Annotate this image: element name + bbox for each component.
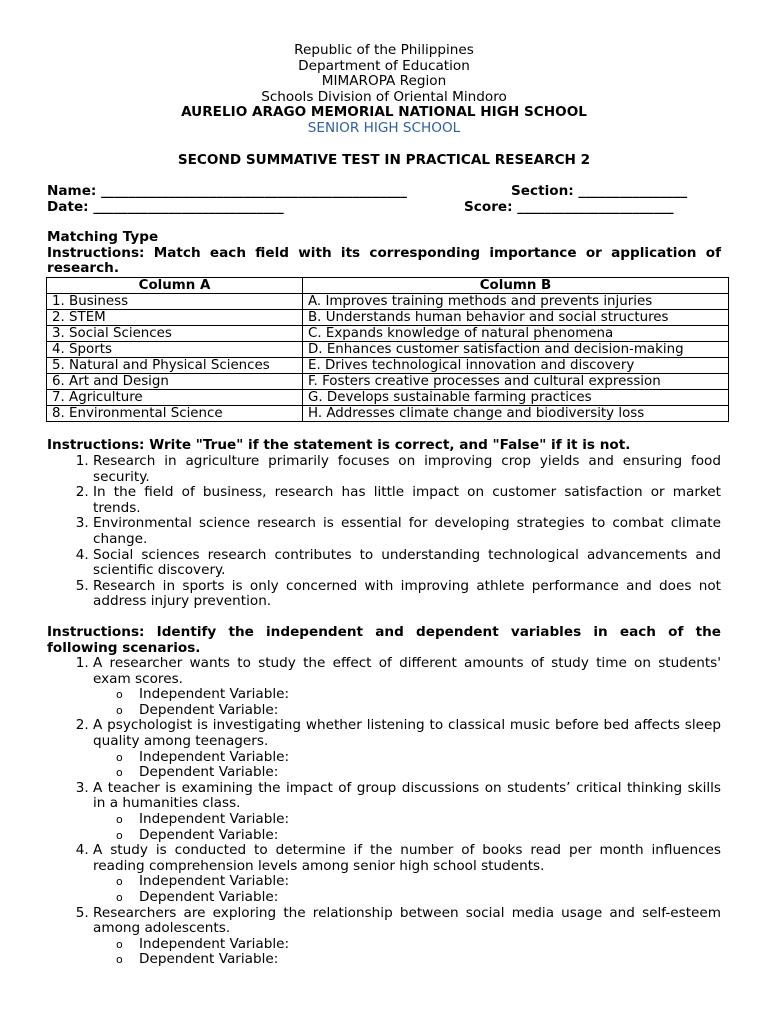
matching-instructions: Instructions: Match each field with its corresponding importance or application of research. bbox=[47, 244, 721, 277]
table-row bbox=[47, 342, 729, 358]
circle-bullet-icon: o bbox=[116, 953, 123, 967]
variable-label: Dependent Variable: bbox=[139, 888, 279, 905]
scenario-text: Researchers are exploring the relationship between social media usage and self-esteem among adolescents. bbox=[93, 904, 721, 937]
column-a-cell: 2. STEM bbox=[47, 310, 303, 326]
independent-variable-field[interactable] bbox=[116, 874, 721, 890]
scenario-text: A psychologist is investigating whether listening to classical music before bed affects sleep quality among teenagers. bbox=[93, 717, 721, 749]
variable-label: Dependent Variable: bbox=[139, 826, 279, 843]
column-b-cell: H. Addresses climate change and biodiversity loss bbox=[303, 406, 729, 422]
column-a-cell: 5. Natural and Physical Sciences bbox=[47, 358, 303, 374]
independent-variable-field[interactable] bbox=[116, 750, 721, 766]
circle-bullet-icon: o bbox=[116, 688, 123, 702]
scenario-item bbox=[93, 718, 721, 780]
variable-answer-list bbox=[93, 687, 721, 718]
variable-label: Independent Variable: bbox=[139, 810, 290, 827]
variable-answer-list bbox=[93, 874, 721, 905]
column-a-cell: 1. Business bbox=[47, 294, 303, 310]
circle-bullet-icon: o bbox=[116, 766, 123, 780]
section-field[interactable]: Section: ________________ bbox=[511, 183, 688, 199]
header-department: Department of Education bbox=[298, 57, 470, 74]
dependent-variable-field[interactable] bbox=[116, 952, 721, 968]
circle-bullet-icon: o bbox=[116, 703, 123, 717]
score-field[interactable]: Score: _______________________ bbox=[464, 199, 674, 215]
list-item: 2. In the field of business, research has little impact on customer satisfaction or market trends. bbox=[93, 485, 721, 516]
column-b-cell: E. Drives technological innovation and discovery bbox=[303, 358, 729, 374]
variable-label: Independent Variable: bbox=[139, 873, 290, 890]
table-row bbox=[47, 406, 729, 422]
date-field[interactable]: Date: ____________________________ bbox=[47, 199, 284, 215]
column-a-cell: 7. Agriculture bbox=[47, 390, 303, 406]
column-b-cell: F. Fosters creative processes and cultural expression bbox=[303, 374, 729, 390]
dependent-variable-field[interactable] bbox=[116, 890, 721, 906]
header-division: Schools Division of Oriental Mindoro bbox=[261, 88, 507, 105]
list-item: 4. Social sciences research contributes to understanding technological advancements and scientific discovery. bbox=[93, 548, 721, 579]
column-b-header: Column B bbox=[303, 278, 729, 294]
header-region: MIMAROPA Region bbox=[321, 73, 447, 90]
scenario-item bbox=[93, 843, 721, 905]
circle-bullet-icon: o bbox=[116, 937, 123, 951]
column-b-cell: G. Develops sustainable farming practices bbox=[303, 390, 729, 406]
test-title: SECOND SUMMATIVE TEST IN PRACTICAL RESEARCH 2 bbox=[177, 152, 591, 168]
independent-variable-field[interactable] bbox=[116, 687, 721, 703]
variable-label: Independent Variable: bbox=[139, 748, 290, 765]
matching-section-heading bbox=[47, 230, 721, 277]
true-false-list bbox=[47, 454, 721, 610]
variables-list bbox=[47, 656, 721, 968]
circle-bullet-icon: o bbox=[116, 890, 123, 904]
dependent-variable-field[interactable] bbox=[116, 765, 721, 781]
variable-label: Dependent Variable: bbox=[139, 951, 279, 968]
circle-bullet-icon: o bbox=[116, 812, 123, 826]
variable-answer-list bbox=[93, 750, 721, 781]
independent-variable-field[interactable] bbox=[116, 937, 721, 953]
table-header-row bbox=[47, 278, 729, 294]
column-a-cell: 4. Sports bbox=[47, 342, 303, 358]
matching-type-label: Matching Type bbox=[47, 229, 159, 245]
variable-label: Dependent Variable: bbox=[139, 764, 279, 781]
variable-answer-list bbox=[93, 812, 721, 843]
name-field[interactable]: Name: _____________________________________________ bbox=[47, 183, 407, 199]
matching-table-body bbox=[47, 294, 729, 422]
variable-answer-list bbox=[93, 937, 721, 968]
table-row bbox=[47, 390, 729, 406]
dependent-variable-field[interactable] bbox=[116, 828, 721, 844]
scenario-text: A researcher wants to study the effect of different amounts of study time on students' exam scores. bbox=[93, 655, 721, 687]
circle-bullet-icon: o bbox=[116, 875, 123, 889]
scenario-item bbox=[93, 656, 721, 718]
column-b-cell: C. Expands knowledge of natural phenomena bbox=[303, 326, 729, 342]
circle-bullet-icon: o bbox=[116, 828, 123, 842]
scenario-text: A study is conducted to determine if the number of books read per month influences reading comprehension levels among senior high school students. bbox=[93, 842, 721, 874]
table-row bbox=[47, 358, 729, 374]
scenario-item bbox=[93, 781, 721, 843]
dependent-variable-field[interactable] bbox=[116, 703, 721, 719]
table-row bbox=[47, 326, 729, 342]
matching-table bbox=[46, 277, 729, 422]
header-school: AURELIO ARAGO MEMORIAL NATIONAL HIGH SCHOOL bbox=[181, 104, 587, 121]
scenario-text: A teacher is examining the impact of group discussions on students’ critical thinking skills in a humanities class. bbox=[93, 779, 721, 812]
document-header bbox=[0, 43, 768, 137]
header-country: Republic of the Philippines bbox=[294, 42, 474, 58]
list-item: 3. Environmental science research is essential for developing strategies to combat climate change. bbox=[93, 516, 721, 547]
column-b-cell: D. Enhances customer satisfaction and decision-making bbox=[303, 342, 729, 358]
table-row bbox=[47, 294, 729, 310]
variables-instructions: Instructions: Identify the independent and dependent variables in each of the following scenarios. bbox=[47, 624, 721, 656]
list-item: 1. Research in agriculture primarily focuses on improving crop yields and ensuring food security. bbox=[93, 454, 721, 485]
variable-label: Independent Variable: bbox=[139, 935, 290, 952]
table-row bbox=[47, 374, 729, 390]
scenario-item bbox=[93, 906, 721, 968]
true-false-instructions: Instructions: Write "True" if the statement is correct, and "False" if it is not. bbox=[47, 437, 631, 453]
column-b-cell: A. Improves training methods and prevents injuries bbox=[303, 294, 729, 310]
independent-variable-field[interactable] bbox=[116, 812, 721, 828]
column-a-header: Column A bbox=[47, 278, 303, 294]
header-program: SENIOR HIGH SCHOOL bbox=[307, 119, 461, 136]
circle-bullet-icon: o bbox=[116, 750, 123, 764]
column-b-cell: B. Understands human behavior and social structures bbox=[303, 310, 729, 326]
table-row bbox=[47, 310, 729, 326]
variable-label: Dependent Variable: bbox=[139, 701, 279, 718]
variable-label: Independent Variable: bbox=[139, 686, 290, 703]
column-a-cell: 6. Art and Design bbox=[47, 374, 303, 390]
column-a-cell: 3. Social Sciences bbox=[47, 326, 303, 342]
column-a-cell: 8. Environmental Science bbox=[47, 406, 303, 422]
list-item: 5. Research in sports is only concerned with improving athlete performance and does not address injury prevention. bbox=[93, 579, 721, 610]
